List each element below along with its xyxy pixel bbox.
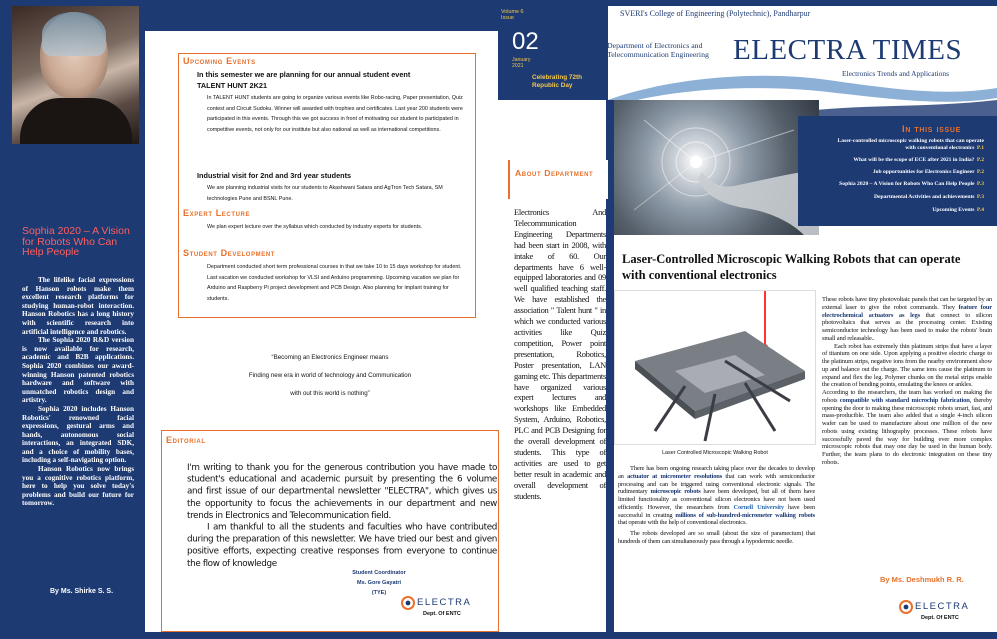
sophia-paragraph: Hanson Robotics now brings you a cognitive robotics platform, here to help you solve today's problems and build our future for tomorrow. <box>22 465 134 508</box>
editorial-body <box>187 462 497 570</box>
toc-item-page: P.1 <box>976 145 984 151</box>
text-run-bold: microscopic robots <box>650 488 701 496</box>
issue-date <box>512 57 530 70</box>
toc-item-label: Laser-controlled microscopic walking robots that can operate <box>837 138 984 144</box>
toc-item-label: Job opportunities for Electronics Engineer <box>872 169 975 175</box>
text-run: According to the researchers, the team has worked on making the robots <box>822 389 992 404</box>
text-run: that operate with the help of conventional electronics. <box>618 519 747 527</box>
photo-torso <box>20 98 132 144</box>
talent-hunt-text: In TALENT HUNT students are going to organize various events like Robo-racing, Paper presentation, Quiz contest and Circuit Sudoku. Winner will awarded with trophies and certificates. Last year 200 students were participated in this events. Through this we got success in front of motivating our student to participated in competitive events, not only for our institute but also national as well as international competitions. <box>207 95 463 133</box>
student-development-text: Department conducted short term professional courses in that we take 10 to 15 days workshop for student. Last vacation we conducted workshop for VLSI and Arduino programming. Upcoming vacation we plan for Arduino and Raspberry Pi project development and PCB Design. Also planning for implant training for students. <box>207 264 462 302</box>
robot-image-caption: Laser Controlled Microscopic Walking Robot <box>662 450 768 456</box>
toc-item-page: P.2 <box>976 169 984 175</box>
page2-top-bar <box>145 0 498 31</box>
electra-logo-page2 <box>401 594 491 622</box>
text-run: These robots have tiny photovoltaic panels that can be targeted by an external laser to give the robot commands. They <box>822 296 992 311</box>
toc-item-label: Sophia 2020 – A Vision for Robots Who Can Help People <box>839 181 975 187</box>
electra-logo-page3 <box>899 598 991 626</box>
expert-lecture-text: We plan expert lecture over the syllabus which conducted by industry experts for students. <box>207 224 423 230</box>
article-paragraph: Each robot has extremely thin platinum strips that have a layer of titanium on one side. Upon applying a positive electric charge to the platinum strips, negative ions from the nearby environment show up and balance out the charge. The same ions cause the platinum to expand and flex the leg. Polymer chunks on the metal strips enable the creation of bending points, emulating the knees or ankles. <box>822 342 992 389</box>
toc-item[interactable] <box>838 138 984 144</box>
page2-bottom-bar <box>145 632 498 639</box>
signature-name: Ms. Gore Gayatri <box>356 580 402 586</box>
about-department-title: About Department <box>515 168 594 178</box>
article-column-2 <box>822 296 992 467</box>
editorial-title: Editorial <box>166 435 206 445</box>
microscopic-robot-image <box>614 290 816 445</box>
page3-bottom-bar <box>498 632 997 639</box>
toc-item[interactable] <box>839 181 984 187</box>
footer-dept-label: Dept. Of ENTC <box>423 611 461 617</box>
toc-item-page: P.4 <box>976 207 984 213</box>
expert-lecture-title: Expert Lecture <box>183 208 251 218</box>
toc-item[interactable] <box>874 194 984 200</box>
article-author: By Ms. Deshmukh R. R. <box>880 575 964 584</box>
quote-line: “Becoming an Electronics Engineer means <box>271 354 389 361</box>
sophia-robot-photo <box>12 6 139 144</box>
cornell-link[interactable]: Cornell University <box>733 503 784 511</box>
article-column-1 <box>618 465 815 546</box>
quote-line: with out this world is nothing” <box>290 390 370 397</box>
article-paragraph <box>822 389 992 467</box>
republic-day-note: Celebrating 72th Republic Day <box>532 74 583 89</box>
toc-item-page: P.2 <box>976 157 984 163</box>
sophia-article-body <box>22 276 134 508</box>
newsletter-tagline: Electronics Trends and Applications <box>842 69 949 78</box>
events-intro: In this semester we are planning for our annual student event <box>197 70 411 79</box>
electra-logo-text: ELECTRA <box>417 597 472 608</box>
issue-label: Issue <box>501 15 514 21</box>
toc-item-label: What will be the scope of ECE after 2021 in India? <box>853 157 975 163</box>
photo-transparent-skull <box>42 12 106 56</box>
text-run: have been developed, but all of them have limited functionality as conventional silicon electronics have not been used efficiently. However, the researchers from <box>618 488 816 511</box>
issue-month: January <box>512 57 531 63</box>
text-run: have been successful in creating <box>618 503 816 519</box>
sophia-paragraph: The lifelike facial expressions of Hanson robots make them excellent research platforms for studying human-robot interaction. Hanson Robotics has a long history with scientific research into artificial intelligence and robotics. <box>22 276 134 336</box>
talent-hunt-heading: TALENT HUNT 2K21 <box>197 81 268 90</box>
signature-role: Student Coordinator <box>352 570 406 576</box>
editorial-paragraph: I'm writing to thank you for the generous contribution you have made to student's educational and academic pursuit by presenting the 6 volume and first issue of our departmental newsletter "ELECTRA", which gives us the opportunity to focus the achievements in our department and new trends in Electronics and Telecommunication field. <box>187 462 497 521</box>
article-paragraph <box>822 296 992 343</box>
electra-swirl-icon <box>899 600 913 614</box>
robot-chip-illustration <box>615 291 816 445</box>
volume-label: Volume 6 <box>501 9 524 15</box>
sophia-paragraph: The Sophia 2020 R&D version is now available for research, academic and B2B applications. Sophia 2020 combines our award-winning Hanson patented robotics hardware and software with unmatched robotics design and artistry. <box>22 336 134 405</box>
toc-item[interactable] <box>873 169 984 175</box>
volume-info <box>501 9 523 21</box>
text-run: , thereby opening the door to making these microscopic robots smart, fast, and mass-producible. The team also added that a single 4-inch silicon wafer can be used to manufacture about one million of the new robots using existing lithography processes. These robots have successfully paved the way for building ever more complex microscopic robots that may one day be used in the human body. Further, the team plans to do electronic integration on these tiny robots. <box>822 396 993 466</box>
sophia-paragraph: Sophia 2020 includes Hanson Robotics' renowned facial expressions, gestural arms and hands, autonomous social interactions, an integrated SDK, and a choice of mobility bases, including a self-navigating option. <box>22 404 134 465</box>
student-development-title: Student Development <box>183 248 276 258</box>
article-paragraph: The robots developed are so small (about the size of paramecium) that hundreds of them can simultaneously pass through a hypodermic needle. <box>618 530 815 545</box>
newsletter-title: ELECTRA TIMES <box>733 34 963 66</box>
toc-item-label: Departmental Activities and achievements <box>873 194 975 200</box>
issue-year: 2021 <box>512 63 524 70</box>
tech-hand-illustration <box>614 100 819 235</box>
text-run: that can work with semiconductor processing and can be triggered using conventional electronic signals. The rudimentary <box>618 472 815 496</box>
text-run-bold: actuator at micrometer resolutions <box>627 472 723 480</box>
text-run-bold: feature four electrochemical actuators as legs <box>822 303 992 319</box>
footer-dept-label: Dept. Of ENTC <box>921 615 959 621</box>
toc-item[interactable] <box>932 207 984 213</box>
article-paragraph <box>618 465 815 527</box>
toc-item-label: with conventional electronics <box>905 145 975 151</box>
in-this-issue-title: In this issue <box>902 124 962 135</box>
quote-line: Finding new era in world of technology and Communication <box>248 372 412 379</box>
department-name: Department of Electronics and Telecommunication Engineering <box>607 41 709 60</box>
hand-touching-screen-image <box>614 100 819 235</box>
about-department-label-box <box>508 160 608 199</box>
issue-number: 02 <box>512 28 539 55</box>
sophia-article-title: Sophia 2020 – A Vision for Robots Who Can Help People <box>22 225 130 258</box>
editorial-paragraph: I am thankful to all the students and faculties who have contributed during the preparation of this newsletter. We have tried our best and given positive efforts, expecting creative responses from everyone to continue the flow of knowledge <box>187 522 497 569</box>
text-run-bold: compatible with standard microchip fabrication <box>839 396 970 404</box>
toc-item-page: P.3 <box>976 194 984 200</box>
electra-swirl-icon <box>401 596 415 610</box>
industrial-visit-text: We are planning industrial visits for our students to Akashwani Satara and AgTron Tech Satara, SM technologies Pune and BSNL Pune. <box>207 185 443 202</box>
sophia-byline: By Ms. Shirke S. S. <box>50 588 114 595</box>
signature-class: (TYE) <box>371 590 387 596</box>
toc-item-label: Upcoming Events <box>932 207 975 213</box>
upcoming-events-title: Upcoming Events <box>183 56 256 66</box>
industrial-visit-heading: Industrial visit for 2nd and 3rd year students <box>197 171 352 180</box>
text-run: that connect to silicon photovoltaics that serves as the processing center. Existing semiconductor technology has been used to make the robots' brain small and releasable.. <box>822 311 993 342</box>
electra-logo-text: ELECTRA <box>915 601 970 612</box>
text-run: There has been ongoing research taking place over the decades to develop an <box>618 465 815 480</box>
article-headline: Laser-Controlled Microscopic Walking Robots that can operate with conventional electronics <box>622 252 961 282</box>
toc-item-page: P.3 <box>976 181 984 187</box>
quote-block <box>160 352 500 400</box>
toc-item[interactable] <box>905 145 984 151</box>
text-run-bold: millions of sub-hundred-micrometer walking robots <box>675 511 815 519</box>
college-name: SVERI's College of Engineering (Polytechnic), Pandharpur <box>620 9 811 18</box>
about-department-body: Electronics And Telecommunication Engineering Departments had been start in 2008, with intake of 60. Our departments have 6 well-equipped laboratories and 09 well qualified teaching staff. We have established the association " Talent hunt " in which we conducted various activities like Quiz competition, Power point presentation, Robotics, Poster presentation, LAN gaming etc. This departments have organized various expert lectures and workshops like Embedded System, Arduino, Robotics, PLC and PCB Designing for the overall development of students. This type of activities are used to get better result in academic and overall development of students. <box>514 207 607 501</box>
toc-item[interactable] <box>853 157 984 163</box>
